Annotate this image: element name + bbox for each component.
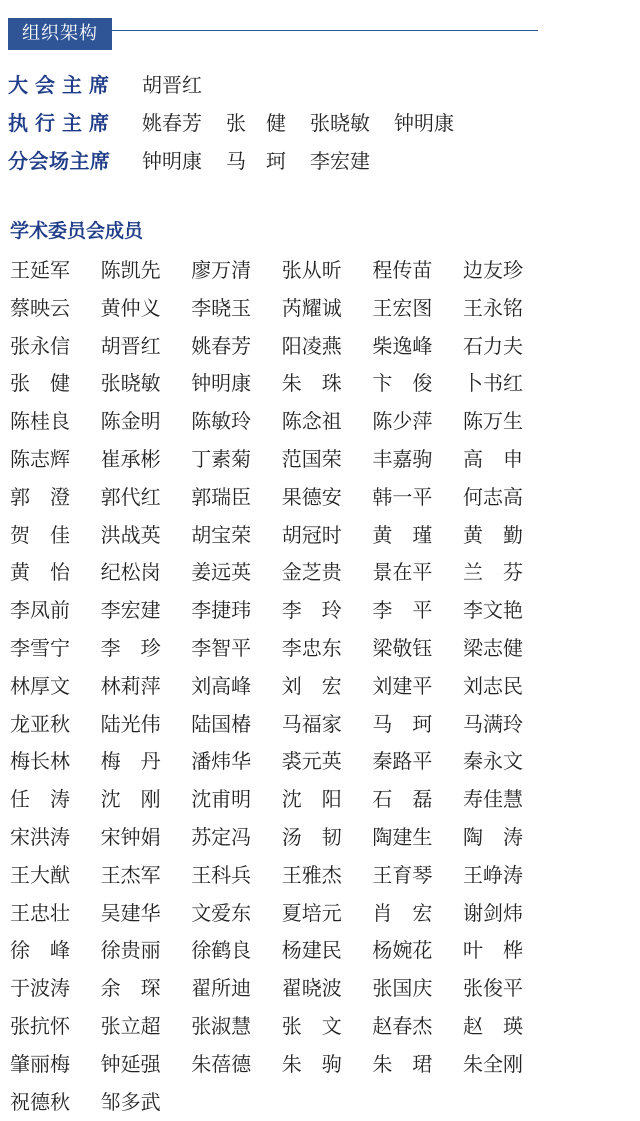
committee-member-name: 王育琴 [372, 862, 433, 887]
committee-member-name: 徐 峰 [10, 938, 70, 963]
committee-member-name: 蔡映云 [10, 295, 70, 320]
org-person-name: 张 健 [226, 110, 286, 135]
committee-member-name: 张立超 [100, 1013, 161, 1038]
committee-member-name: 谢剑炜 [462, 900, 523, 925]
committee-member-name: 秦路平 [372, 749, 433, 774]
committee-member-name: 石力夫 [462, 333, 523, 358]
committee-member-name: 王永铭 [462, 295, 523, 320]
committee-member-name: 王雅杰 [281, 862, 342, 887]
committee-member-name: 汤 韧 [281, 824, 342, 849]
committee-member-name: 梅 丹 [100, 749, 161, 774]
committee-member-name: 王杰军 [100, 862, 161, 887]
committee-member-name: 裘元英 [281, 749, 342, 774]
committee-member-name: 钟明康 [191, 371, 252, 396]
org-person-name: 姚春芳 [142, 110, 202, 135]
committee-member-name: 于波涛 [10, 976, 70, 1001]
committee-member-name: 陈念祖 [281, 409, 342, 434]
committee-member-name: 高 申 [462, 446, 523, 471]
committee-member-name: 姚春芳 [191, 333, 252, 358]
committee-member-name: 翟晓波 [281, 976, 342, 1001]
org-role-label: 执行主席 [8, 110, 116, 135]
committee-member-name: 兰 芬 [462, 560, 523, 585]
committee-member-name: 张淑慧 [191, 1013, 252, 1038]
committee-member-name: 王科兵 [191, 862, 252, 887]
org-role-label: 分会场主席 [8, 148, 111, 173]
committee-member-name: 刘建平 [372, 673, 433, 698]
committee-member-name: 寿佳慧 [462, 787, 523, 812]
committee-member-name: 杨建民 [281, 938, 342, 963]
header-divider [112, 30, 538, 31]
committee-member-name: 朱 驹 [281, 1051, 342, 1076]
committee-member-name: 陈志辉 [10, 446, 70, 471]
committee-member-name: 李智平 [191, 635, 252, 660]
committee-member-name: 郭瑞臣 [191, 484, 252, 509]
committee-member-name: 郭代红 [100, 484, 161, 509]
committee-member-name: 石 磊 [372, 787, 433, 812]
section-header-label: 组织架构 [8, 18, 112, 50]
committee-member-name: 贺 佳 [10, 522, 70, 547]
org-names [142, 69, 226, 98]
committee-member-name: 廖万清 [191, 258, 252, 282]
committee-member-name: 肇丽梅 [10, 1051, 70, 1076]
org-row [8, 64, 628, 102]
committee-member-name: 宋钟娟 [100, 824, 161, 849]
committee-member-name: 苏定冯 [191, 824, 252, 849]
committee-member-name: 梅长林 [10, 749, 70, 774]
committee-member-name: 韩一平 [372, 484, 433, 509]
committee-member-name: 林莉萍 [100, 673, 161, 698]
committee-member-name: 李 玲 [281, 598, 342, 623]
committee-member-name: 陆光伟 [100, 711, 161, 736]
committee-member-name: 程传苗 [372, 258, 433, 282]
committee-member-name: 宋洪涛 [10, 824, 70, 849]
committee-member-name: 何志高 [462, 484, 523, 509]
org-person-name: 张晓敏 [310, 110, 370, 135]
committee-member-name: 柴逸峰 [372, 333, 433, 358]
committee-member-name: 陈桂良 [10, 409, 70, 434]
committee-member-name: 潘炜华 [191, 749, 252, 774]
committee-member-name: 陈少萍 [372, 409, 433, 434]
committee-member-name: 朱全刚 [462, 1051, 523, 1076]
committee-member-name: 余 琛 [100, 976, 161, 1001]
committee-member-name: 胡宝荣 [191, 522, 252, 547]
committee-member-name: 马 珂 [372, 711, 433, 736]
committee-member-name: 李凤前 [10, 598, 70, 623]
committee-member-name: 果德安 [281, 484, 342, 509]
committee-member-name: 林厚文 [10, 673, 70, 698]
committee-member-name: 刘志民 [462, 673, 523, 698]
committee-member-name: 边友珍 [462, 258, 523, 282]
committee-member-name: 朱 珺 [372, 1051, 433, 1076]
committee-member-name: 陶建生 [372, 824, 433, 849]
committee-member-name: 沈甫明 [191, 787, 252, 812]
committee-member-name: 陈万生 [462, 409, 523, 434]
committee-member-name: 黄仲义 [100, 295, 161, 320]
committee-member-name: 张抗怀 [10, 1013, 70, 1038]
committee-member-name: 郭 澄 [10, 484, 70, 509]
committee-member-name: 金芝贵 [281, 560, 342, 585]
committee-member-name: 黄 怡 [10, 560, 70, 585]
committee-member-name: 祝德秋 [10, 1089, 70, 1114]
committee-member-name: 钟延强 [100, 1051, 161, 1076]
committee-member-name: 马福家 [281, 711, 342, 736]
committee-member-name: 赵春杰 [372, 1013, 433, 1038]
committee-member-name: 陈凯先 [100, 258, 161, 282]
committee-member-name: 陆国椿 [191, 711, 252, 736]
committee-member-name: 徐贵丽 [100, 938, 161, 963]
committee-member-name: 陈敏玲 [191, 409, 252, 434]
committee-member-name: 崔承彬 [100, 446, 161, 471]
committee-member-name: 沈 阳 [281, 787, 342, 812]
committee-member-name: 范国荣 [281, 446, 342, 471]
committee-title: 学术委员会成员 [10, 220, 144, 242]
org-names [142, 145, 394, 174]
committee-member-name: 肖 宏 [372, 900, 433, 925]
committee-member-name: 张国庆 [372, 976, 433, 1001]
committee-member-name: 李晓玉 [191, 295, 252, 320]
committee-member-name: 张从昕 [281, 258, 342, 282]
committee-member-name: 赵 瑛 [462, 1013, 523, 1038]
committee-member-name: 李 珍 [100, 635, 161, 660]
committee-member-name: 叶 桦 [462, 938, 523, 963]
committee-member-name: 王宏图 [372, 295, 433, 320]
committee-member-name: 朱蓓德 [191, 1051, 252, 1076]
org-row [8, 102, 628, 140]
committee-member-name: 陈金明 [100, 409, 161, 434]
committee-member-name: 卜书红 [462, 371, 523, 396]
committee-member-name: 胡晋红 [100, 333, 161, 358]
committee-member-name: 李宏建 [100, 598, 161, 623]
committee-member-name: 胡冠时 [281, 522, 342, 547]
committee-member-name: 丰嘉驹 [372, 446, 433, 471]
committee-member-name: 梁敬钰 [372, 635, 433, 660]
committee-member-name: 翟所迪 [191, 976, 252, 1001]
committee-member-name: 阳凌燕 [281, 333, 342, 358]
org-person-name: 钟明康 [142, 148, 202, 173]
committee-member-name: 夏培元 [281, 900, 342, 925]
committee-member-name: 沈 刚 [100, 787, 161, 812]
committee-member-name: 纪松岗 [100, 560, 161, 585]
committee-member-name: 刘高峰 [191, 673, 252, 698]
committee-member-name: 朱 珠 [281, 371, 342, 396]
committee-member-name: 黄 勤 [462, 522, 523, 547]
section-header [0, 18, 640, 50]
committee-member-name: 洪战英 [100, 522, 161, 547]
committee-member-grid [10, 252, 640, 1121]
committee-member-name: 卞 俊 [372, 371, 433, 396]
committee-member-name: 李捷玮 [191, 598, 252, 623]
committee-member-name: 张 文 [281, 1013, 342, 1038]
organization-list [8, 64, 628, 178]
committee-member-name: 马满玲 [462, 711, 523, 736]
committee-member-name: 梁志健 [462, 635, 523, 660]
org-names [142, 107, 478, 136]
committee-member-name: 张俊平 [462, 976, 523, 1001]
committee-member-name: 邹多武 [100, 1089, 161, 1114]
committee-member-name: 黄 瑾 [372, 522, 433, 547]
committee-member-name: 徐鹤良 [191, 938, 252, 963]
committee-member-name: 王峥涛 [462, 862, 523, 887]
org-person-name: 马 珂 [226, 148, 286, 173]
committee-member-name: 文爱东 [191, 900, 252, 925]
org-role-label: 大会主席 [8, 72, 116, 97]
committee-member-name: 张晓敏 [100, 371, 161, 396]
committee-member-name: 任 涛 [10, 787, 70, 812]
committee-member-name: 王延军 [10, 258, 70, 282]
committee-member-name: 丁素菊 [191, 446, 252, 471]
org-person-name: 李宏建 [310, 148, 370, 173]
org-person-name: 钟明康 [394, 110, 454, 135]
committee-member-name: 吴建华 [100, 900, 161, 925]
org-row [8, 140, 628, 178]
org-person-name: 胡晋红 [142, 72, 202, 97]
committee-member-name: 杨婉花 [372, 938, 433, 963]
committee-member-name: 龙亚秋 [10, 711, 70, 736]
committee-member-name: 李雪宁 [10, 635, 70, 660]
committee-member-name: 李 平 [372, 598, 433, 623]
committee-member-name: 陶 涛 [462, 824, 523, 849]
committee-member-name: 姜远英 [191, 560, 252, 585]
committee-member-name: 王忠壮 [10, 900, 70, 925]
committee-member-name: 芮耀诚 [281, 295, 342, 320]
committee-member-name: 李文艳 [462, 598, 523, 623]
committee-member-name: 景在平 [372, 560, 433, 585]
committee-member-name: 李忠东 [281, 635, 342, 660]
committee-member-name: 张 健 [10, 371, 70, 396]
committee-member-name: 秦永文 [462, 749, 523, 774]
committee-member-name: 张永信 [10, 333, 70, 358]
committee-member-name: 王大猷 [10, 862, 70, 887]
committee-member-name: 刘 宏 [281, 673, 342, 698]
